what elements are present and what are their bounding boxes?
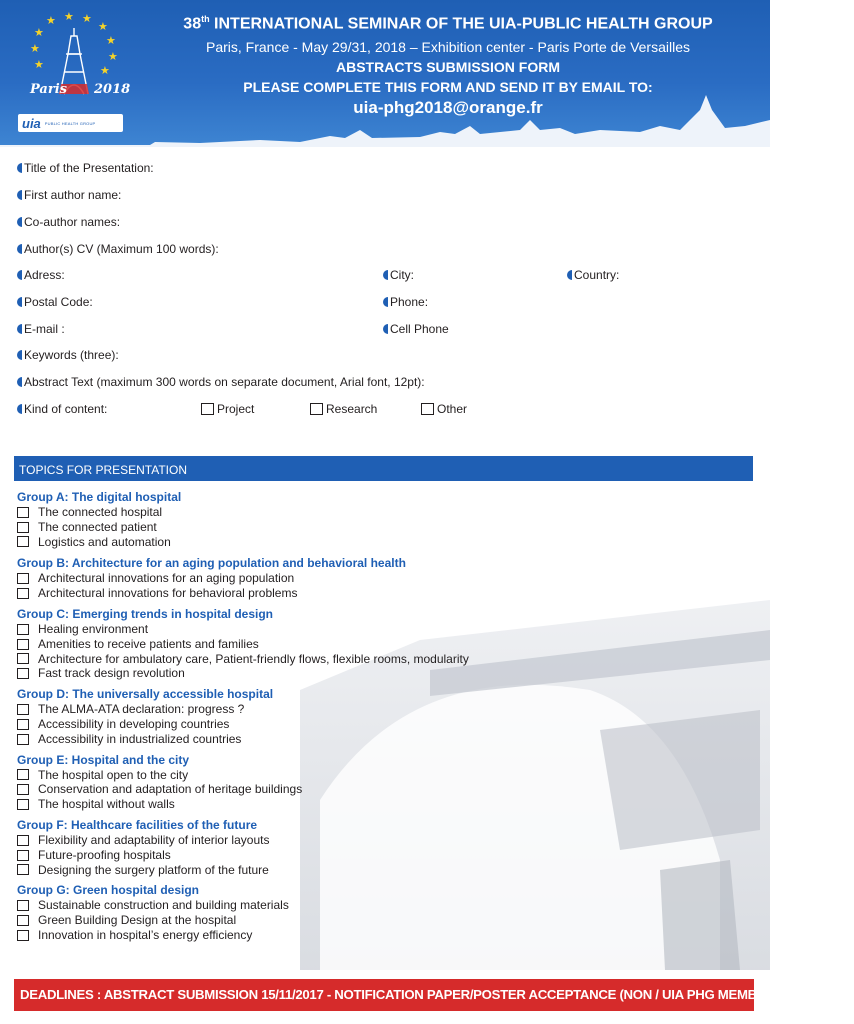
topics-heading-bar: TOPICS FOR PRESENTATION	[14, 456, 753, 481]
bullet-icon	[17, 404, 22, 414]
logo-city-text: Paris	[30, 82, 67, 97]
topic-group-a	[17, 489, 617, 549]
svg-text:★: ★	[108, 51, 118, 63]
group-title: Group D: The universally accessible hospital	[17, 687, 274, 702]
field-title-label: Title of the Presentation:	[24, 161, 154, 175]
group-title: Group F: Healthcare facilities of the future	[17, 817, 258, 832]
topic-group-b	[17, 555, 617, 601]
checkbox[interactable]	[310, 403, 323, 415]
svg-text:★: ★	[64, 11, 74, 23]
title-rest: INTERNATIONAL SEMINAR OF THE UIA-PUBLIC HEALTH GROUP	[209, 15, 713, 33]
checkbox[interactable]	[17, 588, 29, 599]
field-title[interactable]	[17, 161, 154, 175]
checkbox[interactable]	[17, 719, 29, 730]
checkbox[interactable]	[17, 668, 29, 679]
topic-item[interactable]	[17, 848, 617, 863]
field-email[interactable]	[17, 322, 65, 336]
seminar-title	[128, 14, 768, 33]
bullet-icon	[17, 217, 22, 227]
checkbox[interactable]	[17, 915, 29, 926]
bullet-icon	[383, 270, 388, 280]
topic-item-label: The hospital open to the city	[38, 767, 189, 782]
topic-item[interactable]	[17, 622, 617, 637]
field-keywords-label: Keywords (three):	[24, 348, 119, 362]
bullet-icon	[17, 324, 22, 334]
topic-item[interactable]	[17, 928, 617, 943]
bullet-icon	[17, 244, 22, 254]
checkbox[interactable]	[17, 522, 29, 533]
kind-option-other-label: Other	[437, 402, 468, 416]
topic-item-label: Designing the surgery platform of the future	[38, 862, 269, 877]
checkbox[interactable]	[17, 536, 29, 547]
field-address-label: Adress:	[24, 268, 65, 282]
uia-logo	[18, 114, 123, 132]
bullet-icon	[17, 163, 22, 173]
topic-item[interactable]	[17, 535, 617, 550]
field-first-author[interactable]	[17, 188, 121, 202]
svg-text:★: ★	[34, 27, 44, 39]
checkbox[interactable]	[17, 507, 29, 518]
topic-item[interactable]	[17, 652, 617, 667]
checkbox[interactable]	[17, 734, 29, 745]
bullet-icon	[17, 270, 22, 280]
topic-item-label: Accessibility in developing countries	[38, 716, 230, 731]
field-abstract-label: Abstract Text (maximum 300 words on separate document, Arial font, 12pt):	[24, 375, 425, 389]
bullet-icon	[17, 297, 22, 307]
field-coauthors[interactable]	[17, 215, 120, 229]
logo-year-text: 2018	[94, 82, 131, 97]
topic-item-label: Architectural innovations for an aging population	[38, 571, 295, 586]
group-title: Group G: Green hospital design	[17, 883, 200, 898]
group-title: Group E: Hospital and the city	[17, 752, 190, 767]
topic-group-f	[17, 817, 617, 877]
svg-text:★: ★	[82, 13, 92, 25]
topic-item-label: Conservation and adaptation of heritage buildings	[38, 782, 303, 797]
bullet-icon	[17, 190, 22, 200]
bullet-icon	[17, 377, 22, 387]
topic-item[interactable]	[17, 797, 617, 812]
topic-group-e	[17, 752, 617, 812]
topic-item[interactable]	[17, 732, 617, 747]
topic-item-label: Logistics and automation	[38, 534, 171, 549]
kind-option-project-label: Project	[217, 402, 255, 416]
checkbox[interactable]	[17, 784, 29, 795]
kind-option-other[interactable]	[421, 402, 467, 416]
form-instruction: PLEASE COMPLETE THIS FORM AND SEND IT BY EMAIL TO:	[243, 79, 653, 95]
field-first-author-label: First author name:	[24, 188, 122, 202]
field-postal-code[interactable]	[17, 295, 93, 309]
topic-item-label: Amenities to receive patients and families	[38, 636, 259, 651]
topic-item-label: Innovation in hospital’s energy efficiency	[38, 927, 253, 942]
topic-item[interactable]	[17, 833, 617, 848]
svg-text:★: ★	[30, 43, 40, 55]
seminar-subtitle: Paris, France - May 29/31, 2018 – Exhibition center - Paris Porte de Versailles	[205, 39, 690, 55]
kind-option-research[interactable]	[310, 402, 377, 416]
field-cv-label: Author(s) CV (Maximum 100 words):	[24, 242, 219, 256]
topic-item-label: The ALMA-ATA declaration: progress ?	[38, 702, 245, 717]
topic-item[interactable]	[17, 717, 617, 732]
title-ordinal: th	[201, 14, 210, 24]
field-city[interactable]	[383, 268, 414, 282]
checkbox[interactable]	[17, 930, 29, 941]
topic-item[interactable]	[17, 898, 617, 913]
topic-item-label: The connected hospital	[38, 505, 163, 519]
submission-email[interactable]: uia-phg2018@orange.fr	[353, 98, 543, 117]
svg-text:★: ★	[100, 65, 110, 77]
topic-group-c	[17, 606, 617, 681]
field-cell-label: Cell Phone	[390, 322, 449, 336]
field-coauthors-label: Co-author names:	[24, 215, 121, 229]
uia-logo-mark: uia	[22, 115, 41, 131]
field-phone-label: Phone:	[390, 295, 429, 309]
topic-item-label: Future-proofing hospitals	[38, 847, 171, 862]
uia-logo-subtitle: PUBLIC HEALTH GROUP	[44, 120, 96, 126]
svg-text:★: ★	[98, 21, 108, 33]
topic-item[interactable]	[17, 768, 617, 783]
topic-item[interactable]	[17, 666, 617, 681]
field-address[interactable]	[17, 268, 65, 282]
field-phone[interactable]	[383, 295, 428, 309]
field-cell-phone[interactable]	[383, 322, 449, 336]
svg-text:★: ★	[106, 35, 116, 47]
topic-item[interactable]	[17, 863, 617, 878]
group-title: Group B: Architecture for an aging population and behavioral health	[17, 556, 406, 571]
topic-group-g	[17, 882, 617, 942]
bullet-icon	[17, 350, 22, 360]
topic-item[interactable]	[17, 637, 617, 652]
checkbox[interactable]	[17, 850, 29, 861]
field-keywords[interactable]	[17, 348, 119, 362]
group-title: Group A: The digital hospital	[17, 490, 182, 504]
group-title: Group C: Emerging trends in hospital design	[17, 606, 274, 621]
topic-item-label: Fast track design revolution	[38, 666, 185, 681]
topic-item[interactable]	[17, 505, 617, 520]
checkbox[interactable]	[17, 835, 29, 846]
field-email-label: E-mail :	[24, 322, 65, 336]
field-abstract[interactable]	[17, 375, 425, 389]
checkbox[interactable]	[17, 769, 29, 780]
checkbox[interactable]	[17, 900, 29, 911]
checkbox[interactable]	[421, 403, 434, 415]
topic-item[interactable]	[17, 571, 617, 586]
topic-item-label: Accessibility in industrialized countries	[38, 731, 242, 746]
field-postal-label: Postal Code:	[24, 295, 93, 309]
field-country[interactable]	[567, 268, 619, 282]
topic-item-label: Sustainable construction and building materials	[38, 898, 289, 913]
topic-item-label: Flexibility and adaptability of interior layouts	[38, 832, 270, 847]
topic-item[interactable]	[17, 520, 617, 535]
title-number: 38	[183, 15, 202, 33]
checkbox[interactable]	[17, 624, 29, 635]
field-cv[interactable]	[17, 242, 219, 256]
header-banner	[0, 0, 770, 150]
checkbox[interactable]	[17, 704, 29, 715]
bullet-icon	[383, 297, 388, 307]
topic-item[interactable]	[17, 586, 617, 601]
field-kind-label: Kind of content:	[24, 402, 108, 416]
kind-option-research-label: Research	[326, 402, 378, 416]
checkbox[interactable]	[17, 573, 29, 584]
topic-item-label: The hospital without walls	[38, 797, 175, 812]
checkbox[interactable]	[17, 653, 29, 664]
topic-item-label: Architecture for ambulatory care, Patient-friendly flows, flexible rooms, modularity	[38, 651, 469, 666]
kind-option-project[interactable]	[201, 402, 254, 416]
bullet-icon	[383, 324, 388, 334]
form-title: ABSTRACTS SUBMISSION FORM	[336, 59, 560, 75]
checkbox[interactable]	[17, 864, 29, 875]
field-country-label: Country:	[574, 268, 620, 282]
topic-item-label: The connected patient	[38, 519, 157, 534]
topic-item[interactable]	[17, 782, 617, 797]
svg-text:★: ★	[46, 15, 56, 27]
checkbox[interactable]	[17, 799, 29, 810]
topic-item[interactable]	[17, 913, 617, 928]
svg-text:★: ★	[34, 59, 44, 71]
checkbox[interactable]	[201, 403, 214, 415]
topics-list	[17, 489, 617, 943]
topic-group-d	[17, 686, 617, 746]
checkbox[interactable]	[17, 639, 29, 650]
topic-item-label: Green Building Design at the hospital	[38, 913, 237, 928]
field-city-label: City:	[390, 268, 414, 282]
topic-item-label: Architectural innovations for behavioral problems	[38, 586, 298, 601]
topic-item[interactable]	[17, 702, 617, 717]
field-kind-of-content	[17, 402, 107, 416]
deadline-banner: DEADLINES : ABSTRACT SUBMISSION 15/11/2017 - NOTIFICATION PAPER/POSTER ACCEPTANCE (NON / UIA PHG MEMBERS) 15/12/2017	[14, 979, 754, 1011]
topic-item-label: Healing environment	[38, 621, 149, 636]
bullet-icon	[567, 270, 572, 280]
